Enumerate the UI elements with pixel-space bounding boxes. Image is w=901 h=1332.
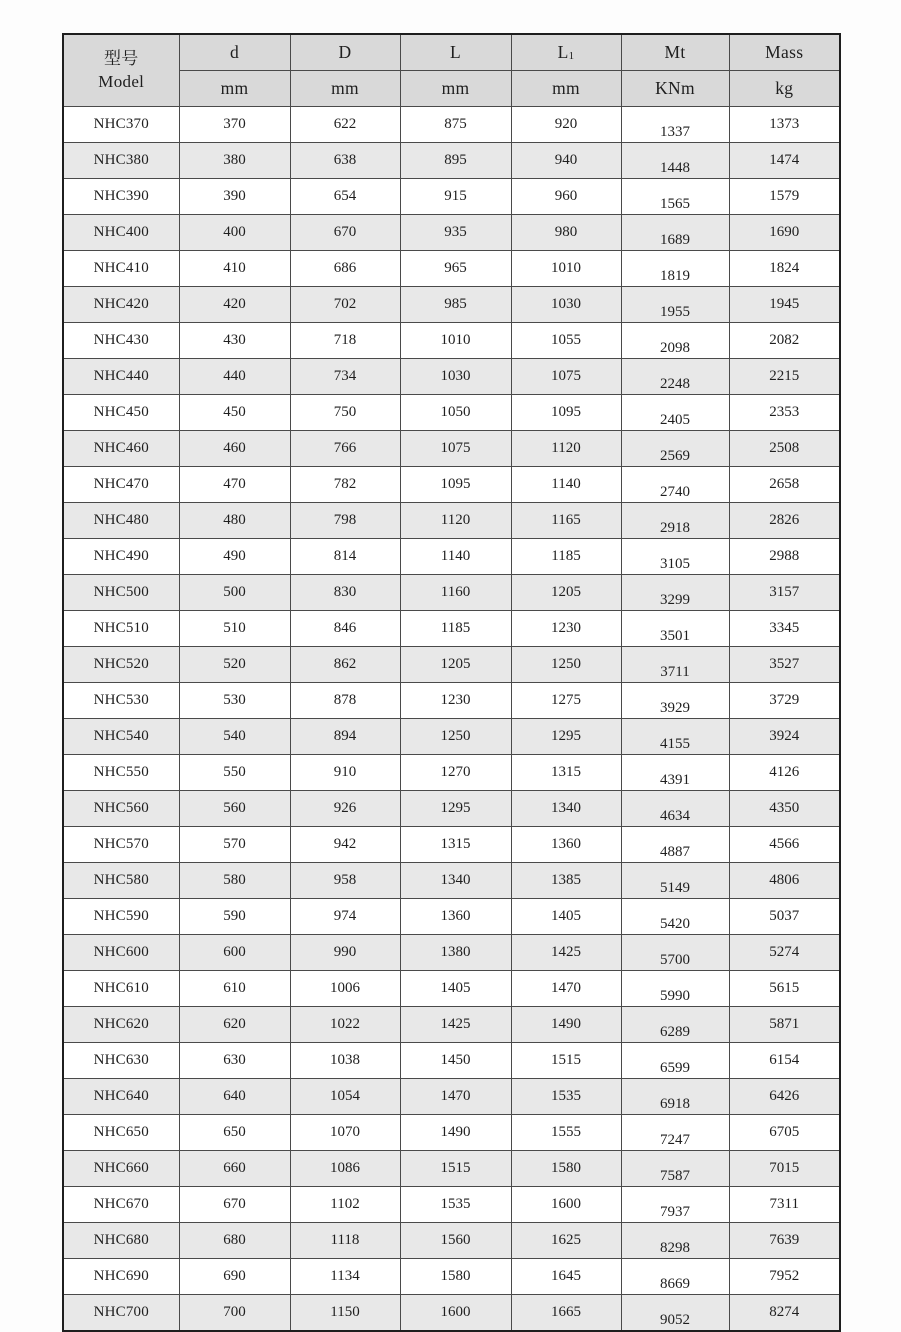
table-row bbox=[63, 611, 840, 647]
Mass-cell: 5274 bbox=[729, 935, 840, 971]
Mt-cell: 5990 bbox=[621, 971, 729, 1007]
Mt-cell: 8298 bbox=[621, 1223, 729, 1259]
table-row bbox=[63, 359, 840, 395]
table-row bbox=[63, 1007, 840, 1043]
model-cell: NHC460 bbox=[63, 431, 179, 467]
d-cell: 560 bbox=[179, 791, 290, 827]
d-cell: 390 bbox=[179, 179, 290, 215]
table-row bbox=[63, 791, 840, 827]
Mt-cell: 5149 bbox=[621, 863, 729, 899]
L-cell: 965 bbox=[400, 251, 511, 287]
Mass-cell: 7015 bbox=[729, 1151, 840, 1187]
Mt-cell: 4391 bbox=[621, 755, 729, 791]
model-cell: NHC400 bbox=[63, 215, 179, 251]
L1-cell: 1275 bbox=[511, 683, 621, 719]
Mass-cell: 5037 bbox=[729, 899, 840, 935]
L-cell: 1405 bbox=[400, 971, 511, 1007]
header-row-labels bbox=[63, 34, 840, 71]
d-cell: 640 bbox=[179, 1079, 290, 1115]
L1-cell: 940 bbox=[511, 143, 621, 179]
L1-cell: 1340 bbox=[511, 791, 621, 827]
L-cell: 1140 bbox=[400, 539, 511, 575]
Mt-cell: 3711 bbox=[621, 647, 729, 683]
L1-cell: 1205 bbox=[511, 575, 621, 611]
L-cell: 1580 bbox=[400, 1259, 511, 1295]
Mass-cell: 2215 bbox=[729, 359, 840, 395]
L-cell: 1360 bbox=[400, 899, 511, 935]
model-cell: NHC640 bbox=[63, 1079, 179, 1115]
Mass-cell: 6705 bbox=[729, 1115, 840, 1151]
d-cell: 700 bbox=[179, 1295, 290, 1332]
Mt-cell: 8669 bbox=[621, 1259, 729, 1295]
model-cell: NHC430 bbox=[63, 323, 179, 359]
d-cell: 520 bbox=[179, 647, 290, 683]
model-cell: NHC380 bbox=[63, 143, 179, 179]
table-row bbox=[63, 143, 840, 179]
D-cell: 686 bbox=[290, 251, 400, 287]
d-cell: 510 bbox=[179, 611, 290, 647]
Mass-cell: 1824 bbox=[729, 251, 840, 287]
Mass-cell: 1373 bbox=[729, 107, 840, 143]
L-cell: 1450 bbox=[400, 1043, 511, 1079]
Mass-cell: 2658 bbox=[729, 467, 840, 503]
Mt-cell: 1337 bbox=[621, 107, 729, 143]
Mt-cell: 7587 bbox=[621, 1151, 729, 1187]
d-cell: 400 bbox=[179, 215, 290, 251]
table-row bbox=[63, 575, 840, 611]
L-cell: 1600 bbox=[400, 1295, 511, 1332]
table-row bbox=[63, 1151, 840, 1187]
model-cell: NHC540 bbox=[63, 719, 179, 755]
unit-D: mm bbox=[290, 71, 400, 107]
Mt-cell: 6918 bbox=[621, 1079, 729, 1115]
table-row bbox=[63, 467, 840, 503]
L-cell: 935 bbox=[400, 215, 511, 251]
L1-cell: 1295 bbox=[511, 719, 621, 755]
Mass-cell: 1690 bbox=[729, 215, 840, 251]
d-cell: 630 bbox=[179, 1043, 290, 1079]
Mass-cell: 2826 bbox=[729, 503, 840, 539]
D-cell: 782 bbox=[290, 467, 400, 503]
Mt-cell: 3299 bbox=[621, 575, 729, 611]
L-cell: 1340 bbox=[400, 863, 511, 899]
Mass-cell: 6426 bbox=[729, 1079, 840, 1115]
Mt-cell: 3105 bbox=[621, 539, 729, 575]
D-cell: 1038 bbox=[290, 1043, 400, 1079]
table-row bbox=[63, 863, 840, 899]
d-cell: 480 bbox=[179, 503, 290, 539]
D-cell: 926 bbox=[290, 791, 400, 827]
L1-cell: 1120 bbox=[511, 431, 621, 467]
table-row bbox=[63, 719, 840, 755]
d-cell: 600 bbox=[179, 935, 290, 971]
model-cell: NHC670 bbox=[63, 1187, 179, 1223]
table-row bbox=[63, 971, 840, 1007]
model-cell: NHC510 bbox=[63, 611, 179, 647]
Mass-cell: 4806 bbox=[729, 863, 840, 899]
L1-cell: 960 bbox=[511, 179, 621, 215]
table-row bbox=[63, 431, 840, 467]
model-cell: NHC520 bbox=[63, 647, 179, 683]
L-cell: 1535 bbox=[400, 1187, 511, 1223]
L1-cell: 1095 bbox=[511, 395, 621, 431]
model-label-cn: 型号 bbox=[103, 48, 139, 68]
model-cell: NHC450 bbox=[63, 395, 179, 431]
table-row bbox=[63, 683, 840, 719]
D-cell: 1102 bbox=[290, 1187, 400, 1223]
model-cell: NHC470 bbox=[63, 467, 179, 503]
Mass-cell: 3345 bbox=[729, 611, 840, 647]
model-cell: NHC590 bbox=[63, 899, 179, 935]
L-cell: 1050 bbox=[400, 395, 511, 431]
L-cell: 895 bbox=[400, 143, 511, 179]
table-row bbox=[63, 539, 840, 575]
model-cell: NHC680 bbox=[63, 1223, 179, 1259]
column-header-d: d bbox=[179, 34, 290, 71]
Mt-cell: 1819 bbox=[621, 251, 729, 287]
L-cell: 1380 bbox=[400, 935, 511, 971]
table-row bbox=[63, 1043, 840, 1079]
table-row bbox=[63, 395, 840, 431]
column-header-Mass: Mass bbox=[729, 34, 840, 71]
L1-cell: 980 bbox=[511, 215, 621, 251]
d-cell: 500 bbox=[179, 575, 290, 611]
unit-L1: mm bbox=[511, 71, 621, 107]
D-cell: 670 bbox=[290, 215, 400, 251]
L1-cell: 1360 bbox=[511, 827, 621, 863]
D-cell: 1118 bbox=[290, 1223, 400, 1259]
d-cell: 380 bbox=[179, 143, 290, 179]
table-row bbox=[63, 179, 840, 215]
model-cell: NHC650 bbox=[63, 1115, 179, 1151]
D-cell: 638 bbox=[290, 143, 400, 179]
L1-cell: 1140 bbox=[511, 467, 621, 503]
Mt-cell: 2405 bbox=[621, 395, 729, 431]
D-cell: 958 bbox=[290, 863, 400, 899]
table-row bbox=[63, 1223, 840, 1259]
D-cell: 798 bbox=[290, 503, 400, 539]
Mass-cell: 3157 bbox=[729, 575, 840, 611]
d-cell: 470 bbox=[179, 467, 290, 503]
L1-cell: 1185 bbox=[511, 539, 621, 575]
model-cell: NHC700 bbox=[63, 1295, 179, 1332]
d-cell: 460 bbox=[179, 431, 290, 467]
L-cell: 1315 bbox=[400, 827, 511, 863]
L-cell: 1230 bbox=[400, 683, 511, 719]
D-cell: 622 bbox=[290, 107, 400, 143]
L-cell: 1010 bbox=[400, 323, 511, 359]
table-header bbox=[63, 34, 840, 107]
D-cell: 1086 bbox=[290, 1151, 400, 1187]
column-header-model bbox=[63, 34, 179, 107]
L1-cell: 1165 bbox=[511, 503, 621, 539]
D-cell: 734 bbox=[290, 359, 400, 395]
model-cell: NHC370 bbox=[63, 107, 179, 143]
D-cell: 990 bbox=[290, 935, 400, 971]
L-cell: 1560 bbox=[400, 1223, 511, 1259]
d-cell: 680 bbox=[179, 1223, 290, 1259]
L-cell: 985 bbox=[400, 287, 511, 323]
Mt-cell: 4887 bbox=[621, 827, 729, 863]
Mass-cell: 2082 bbox=[729, 323, 840, 359]
column-header-D: D bbox=[290, 34, 400, 71]
table-row bbox=[63, 1079, 840, 1115]
Mt-cell: 7937 bbox=[621, 1187, 729, 1223]
Mt-cell: 3501 bbox=[621, 611, 729, 647]
Mt-cell: 6289 bbox=[621, 1007, 729, 1043]
table-row bbox=[63, 1115, 840, 1151]
D-cell: 878 bbox=[290, 683, 400, 719]
unit-L: mm bbox=[400, 71, 511, 107]
L-cell: 1030 bbox=[400, 359, 511, 395]
d-cell: 430 bbox=[179, 323, 290, 359]
d-cell: 660 bbox=[179, 1151, 290, 1187]
d-cell: 410 bbox=[179, 251, 290, 287]
Mass-cell: 4566 bbox=[729, 827, 840, 863]
D-cell: 846 bbox=[290, 611, 400, 647]
d-cell: 590 bbox=[179, 899, 290, 935]
L1-cell: 1645 bbox=[511, 1259, 621, 1295]
L-cell: 1185 bbox=[400, 611, 511, 647]
Mt-cell: 1448 bbox=[621, 143, 729, 179]
model-cell: NHC390 bbox=[63, 179, 179, 215]
model-cell: NHC490 bbox=[63, 539, 179, 575]
Mass-cell: 6154 bbox=[729, 1043, 840, 1079]
column-header-L1: $L_1$ bbox=[511, 34, 621, 71]
table-row bbox=[63, 107, 840, 143]
Mass-cell: 1945 bbox=[729, 287, 840, 323]
model-cell: NHC560 bbox=[63, 791, 179, 827]
Mass-cell: 5871 bbox=[729, 1007, 840, 1043]
d-cell: 650 bbox=[179, 1115, 290, 1151]
model-cell: NHC550 bbox=[63, 755, 179, 791]
Mt-cell: 9052 bbox=[621, 1295, 729, 1332]
d-cell: 570 bbox=[179, 827, 290, 863]
L-cell: 915 bbox=[400, 179, 511, 215]
Mt-cell: 2569 bbox=[621, 431, 729, 467]
D-cell: 830 bbox=[290, 575, 400, 611]
L-cell: 1075 bbox=[400, 431, 511, 467]
L1-cell: 1490 bbox=[511, 1007, 621, 1043]
Mass-cell: 2508 bbox=[729, 431, 840, 467]
Mt-cell: 2098 bbox=[621, 323, 729, 359]
d-cell: 540 bbox=[179, 719, 290, 755]
table-row bbox=[63, 1295, 840, 1332]
d-cell: 690 bbox=[179, 1259, 290, 1295]
Mt-cell: 2248 bbox=[621, 359, 729, 395]
model-cell: NHC480 bbox=[63, 503, 179, 539]
L1-cell: 1385 bbox=[511, 863, 621, 899]
L1-cell: 1075 bbox=[511, 359, 621, 395]
L-cell: 1490 bbox=[400, 1115, 511, 1151]
d-cell: 580 bbox=[179, 863, 290, 899]
L-cell: 1095 bbox=[400, 467, 511, 503]
Mt-cell: 6599 bbox=[621, 1043, 729, 1079]
Mass-cell: 5615 bbox=[729, 971, 840, 1007]
L-cell: 1120 bbox=[400, 503, 511, 539]
Mass-cell: 3527 bbox=[729, 647, 840, 683]
table-row bbox=[63, 647, 840, 683]
d-cell: 550 bbox=[179, 755, 290, 791]
D-cell: 894 bbox=[290, 719, 400, 755]
d-cell: 490 bbox=[179, 539, 290, 575]
Mt-cell: 5420 bbox=[621, 899, 729, 935]
column-header-Mt: Mt bbox=[621, 34, 729, 71]
table-row bbox=[63, 503, 840, 539]
model-cell: NHC440 bbox=[63, 359, 179, 395]
D-cell: 862 bbox=[290, 647, 400, 683]
Mt-cell: 3929 bbox=[621, 683, 729, 719]
L-cell: 1515 bbox=[400, 1151, 511, 1187]
L1-cell: 1250 bbox=[511, 647, 621, 683]
D-cell: 654 bbox=[290, 179, 400, 215]
L-cell: 1205 bbox=[400, 647, 511, 683]
Mass-cell: 2353 bbox=[729, 395, 840, 431]
L-cell: 1425 bbox=[400, 1007, 511, 1043]
Mass-cell: 2988 bbox=[729, 539, 840, 575]
D-cell: 910 bbox=[290, 755, 400, 791]
Mass-cell: 7311 bbox=[729, 1187, 840, 1223]
model-cell: NHC500 bbox=[63, 575, 179, 611]
table-row bbox=[63, 1259, 840, 1295]
model-cell: NHC410 bbox=[63, 251, 179, 287]
L-cell: 1295 bbox=[400, 791, 511, 827]
table-body bbox=[63, 107, 840, 1332]
d-cell: 620 bbox=[179, 1007, 290, 1043]
L1-cell: 1470 bbox=[511, 971, 621, 1007]
Mt-cell: 2740 bbox=[621, 467, 729, 503]
D-cell: 1006 bbox=[290, 971, 400, 1007]
Mass-cell: 3729 bbox=[729, 683, 840, 719]
model-cell: NHC420 bbox=[63, 287, 179, 323]
table-row bbox=[63, 899, 840, 935]
D-cell: 1150 bbox=[290, 1295, 400, 1332]
d-cell: 530 bbox=[179, 683, 290, 719]
Mass-cell: 7952 bbox=[729, 1259, 840, 1295]
model-cell: NHC630 bbox=[63, 1043, 179, 1079]
table-row bbox=[63, 215, 840, 251]
L1-cell: 1425 bbox=[511, 935, 621, 971]
model-cell: NHC620 bbox=[63, 1007, 179, 1043]
model-cell: NHC570 bbox=[63, 827, 179, 863]
d-cell: 610 bbox=[179, 971, 290, 1007]
Mt-cell: 5700 bbox=[621, 935, 729, 971]
Mass-cell: 3924 bbox=[729, 719, 840, 755]
D-cell: 750 bbox=[290, 395, 400, 431]
Mt-cell: 1565 bbox=[621, 179, 729, 215]
header-row-units bbox=[63, 71, 840, 107]
L1-cell: 1055 bbox=[511, 323, 621, 359]
table-row bbox=[63, 755, 840, 791]
Mass-cell: 1579 bbox=[729, 179, 840, 215]
L-cell: 875 bbox=[400, 107, 511, 143]
Mass-cell: 8274 bbox=[729, 1295, 840, 1332]
spec-table bbox=[62, 33, 841, 1332]
table-row bbox=[63, 323, 840, 359]
L1-cell: 1010 bbox=[511, 251, 621, 287]
d-cell: 670 bbox=[179, 1187, 290, 1223]
L-cell: 1270 bbox=[400, 755, 511, 791]
L1-cell: 1515 bbox=[511, 1043, 621, 1079]
L1-cell: 1665 bbox=[511, 1295, 621, 1332]
D-cell: 814 bbox=[290, 539, 400, 575]
Mt-cell: 4155 bbox=[621, 719, 729, 755]
D-cell: 1134 bbox=[290, 1259, 400, 1295]
model-cell: NHC610 bbox=[63, 971, 179, 1007]
L1-cell: 1580 bbox=[511, 1151, 621, 1187]
unit-d: mm bbox=[179, 71, 290, 107]
L1-cell: 1600 bbox=[511, 1187, 621, 1223]
Mt-cell: 7247 bbox=[621, 1115, 729, 1151]
model-cell: NHC600 bbox=[63, 935, 179, 971]
D-cell: 1022 bbox=[290, 1007, 400, 1043]
unit-Mass: kg bbox=[729, 71, 840, 107]
L1-cell: 1535 bbox=[511, 1079, 621, 1115]
column-header-L: L bbox=[400, 34, 511, 71]
L-cell: 1250 bbox=[400, 719, 511, 755]
L1-cell: 1315 bbox=[511, 755, 621, 791]
Mass-cell: 1474 bbox=[729, 143, 840, 179]
model-cell: NHC660 bbox=[63, 1151, 179, 1187]
d-cell: 450 bbox=[179, 395, 290, 431]
L-cell: 1160 bbox=[400, 575, 511, 611]
model-cell: NHC580 bbox=[63, 863, 179, 899]
model-cell: NHC690 bbox=[63, 1259, 179, 1295]
table-row bbox=[63, 287, 840, 323]
d-cell: 370 bbox=[179, 107, 290, 143]
table-row bbox=[63, 251, 840, 287]
d-cell: 420 bbox=[179, 287, 290, 323]
d-cell: 440 bbox=[179, 359, 290, 395]
L1-cell: 1625 bbox=[511, 1223, 621, 1259]
model-label-en: Model bbox=[98, 71, 145, 91]
L1-cell: 1030 bbox=[511, 287, 621, 323]
D-cell: 718 bbox=[290, 323, 400, 359]
Mt-cell: 2918 bbox=[621, 503, 729, 539]
Mt-cell: 1689 bbox=[621, 215, 729, 251]
Mass-cell: 4350 bbox=[729, 791, 840, 827]
D-cell: 702 bbox=[290, 287, 400, 323]
L1-cell: 1405 bbox=[511, 899, 621, 935]
D-cell: 766 bbox=[290, 431, 400, 467]
table-row bbox=[63, 1187, 840, 1223]
L1-cell: 920 bbox=[511, 107, 621, 143]
table-row bbox=[63, 827, 840, 863]
L-cell: 1470 bbox=[400, 1079, 511, 1115]
D-cell: 974 bbox=[290, 899, 400, 935]
L1-cell: 1230 bbox=[511, 611, 621, 647]
Mt-cell: 1955 bbox=[621, 287, 729, 323]
D-cell: 942 bbox=[290, 827, 400, 863]
Mass-cell: 7639 bbox=[729, 1223, 840, 1259]
D-cell: 1054 bbox=[290, 1079, 400, 1115]
model-cell: NHC530 bbox=[63, 683, 179, 719]
Mass-cell: 4126 bbox=[729, 755, 840, 791]
D-cell: 1070 bbox=[290, 1115, 400, 1151]
L1-cell: 1555 bbox=[511, 1115, 621, 1151]
table-row bbox=[63, 935, 840, 971]
unit-Mt: KNm bbox=[621, 71, 729, 107]
Mt-cell: 4634 bbox=[621, 791, 729, 827]
